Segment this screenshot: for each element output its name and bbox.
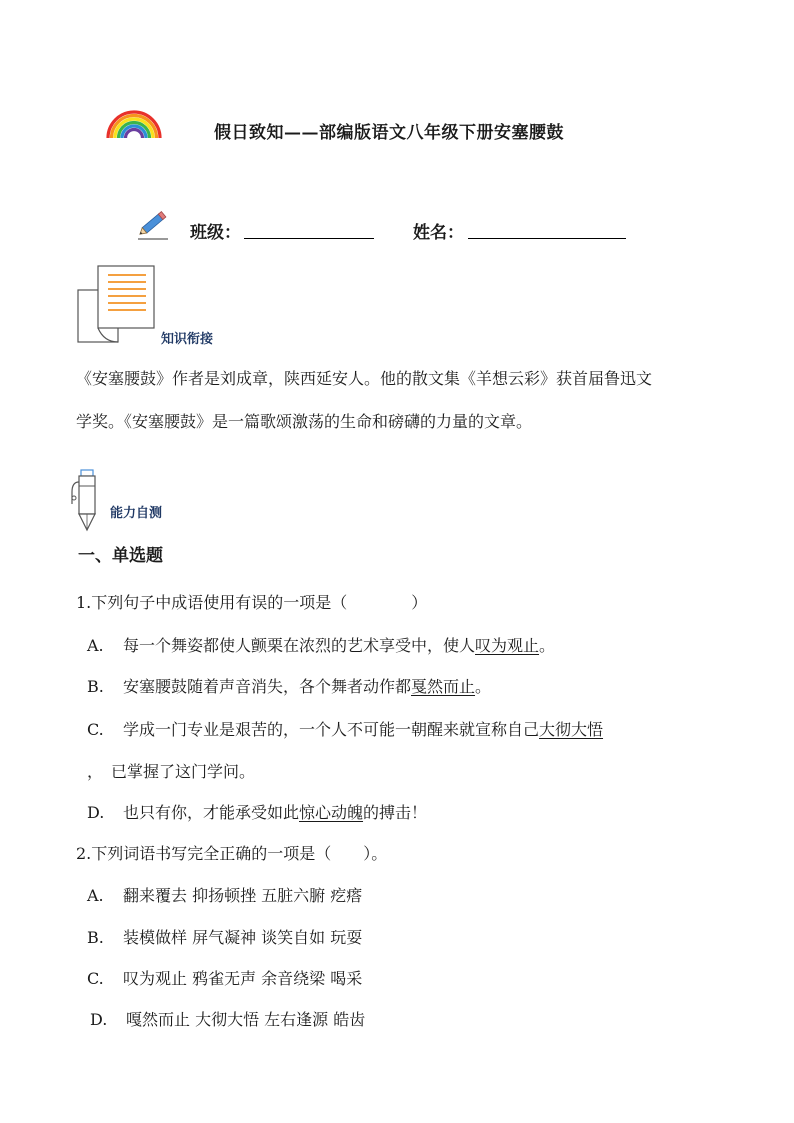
option-letter: D. — [90, 1010, 108, 1029]
option-letter: D. — [87, 803, 105, 822]
q2-option-d[interactable]: D. 嘎然而止 大彻大悟 左右逢源 皓齿 — [90, 1010, 366, 1029]
class-field[interactable] — [244, 220, 374, 239]
q2-option-a[interactable]: A. 翻来覆去 抑扬顿挫 五脏六腑 疙瘩 — [87, 886, 363, 905]
name-label: 姓名： — [413, 223, 464, 243]
q2-option-b[interactable]: B. 装模做样 屏气凝神 谈笑自如 玩耍 — [87, 928, 363, 947]
option-letter: C. — [87, 720, 104, 739]
knowledge-paragraph-line2: 学奖。《安塞腰鼓》是一篇歌颂激荡的生命和磅礴的力量的文章。 — [76, 412, 533, 431]
knowledge-section-label: 知识衔接 — [161, 332, 214, 347]
option-letter: C. — [87, 969, 104, 988]
underlined-idiom: 叹为观止 — [475, 636, 540, 655]
q1-option-c-continuation: ， 已掌握了这门学问。 — [87, 762, 256, 781]
ability-section-label: 能力自测 — [110, 506, 163, 521]
underlined-idiom: 惊心动魄 — [299, 803, 364, 822]
name-field[interactable] — [468, 220, 626, 239]
option-letter: B. — [87, 928, 104, 947]
option-letter: A. — [87, 636, 104, 655]
question-1-stem: 1.下列句子中成语使用有误的一项是（ ） — [76, 593, 428, 612]
q1-option-c[interactable]: C. 学成一门专业是艰苦的，一个人不可能一朝醒来就宣称自己大彻大悟 — [87, 720, 604, 739]
page-title: 假日致知——部编版语文八年级下册安塞腰鼓 — [214, 123, 564, 143]
underlined-idiom: 戛然而止 — [411, 677, 476, 696]
pen-icon — [68, 468, 104, 534]
q1-option-d[interactable]: D. 也只有你，才能承受如此惊心动魄的搏击！ — [87, 803, 428, 822]
document-icon — [74, 262, 160, 346]
section-heading: 一、单选题 — [78, 546, 163, 566]
pencil-icon — [136, 207, 172, 241]
rainbow-icon — [104, 108, 164, 140]
question-2-stem: 2.下列词语书写完全正确的一项是（ ）。 — [76, 844, 388, 863]
option-letter: B. — [87, 677, 104, 696]
class-label: 班级： — [190, 223, 241, 243]
q2-option-c[interactable]: C. 叹为观止 鸦雀无声 余音绕梁 喝采 — [87, 969, 363, 988]
option-letter: A. — [87, 886, 104, 905]
knowledge-paragraph-line1: 《安塞腰鼓》作者是刘成章，陕西延安人。他的散文集《羊想云彩》获首届鲁迅文 — [76, 369, 653, 388]
underlined-idiom: 大彻大悟 — [539, 720, 604, 739]
q1-option-a[interactable]: A. 每一个舞姿都使人颤栗在浓烈的艺术享受中，使人叹为观止。 — [87, 636, 556, 655]
q1-option-b[interactable]: B. 安塞腰鼓随着声音消失，各个舞者动作都戛然而止。 — [87, 677, 492, 696]
